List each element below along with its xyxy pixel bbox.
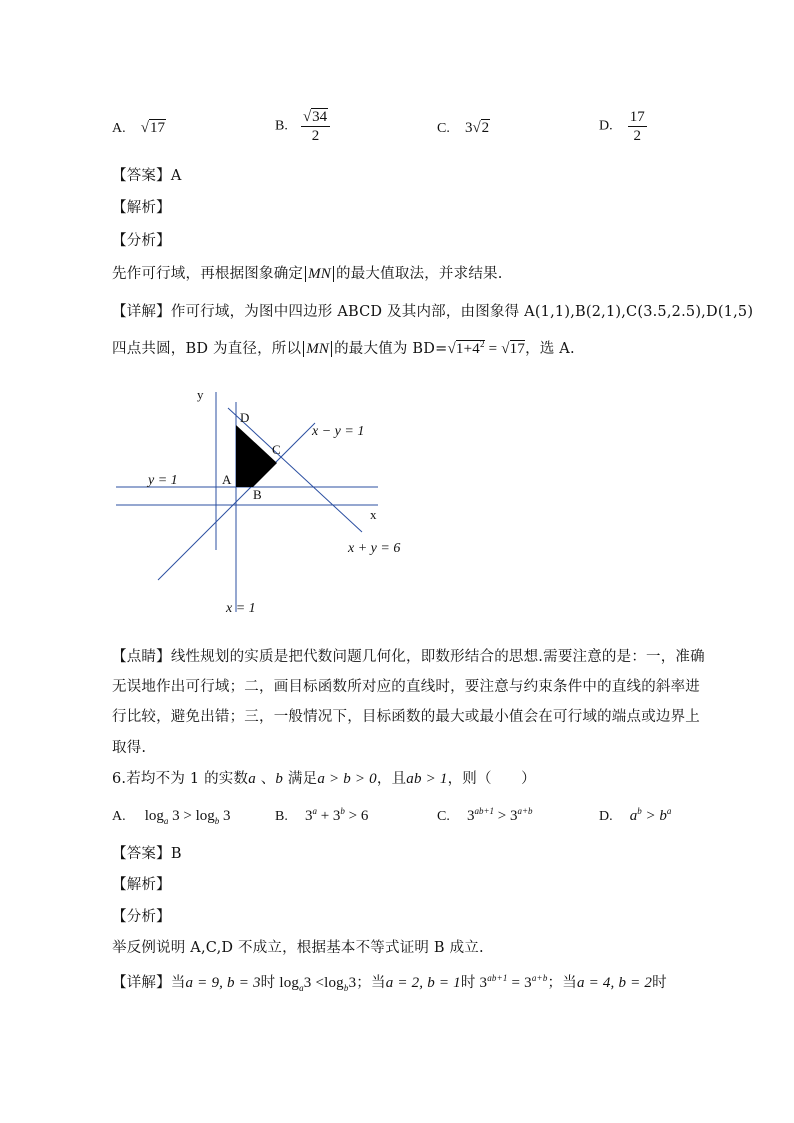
q6-analysis-tag: 【解析】 — [112, 877, 171, 893]
label-line-x-1: x = 1 — [226, 601, 256, 616]
option-letter: B. — [275, 809, 288, 824]
label-point-c: C — [272, 442, 281, 457]
option-letter: A. — [112, 121, 126, 136]
q5-analysis-tag: 【解析】 — [112, 200, 171, 216]
q5-detail-line1: 【详解】作可行域，为图中四边形 ABCD 及其内部，由图象得 A(1,1),B(2,1),C(3.5,2.5),D(1,5) — [112, 304, 754, 320]
q6-option-b: B. $3^a + 3^b > 6$ — [275, 806, 369, 824]
answer-tag: 【答案】 — [112, 168, 171, 184]
answer-value: A — [170, 168, 182, 184]
detail-tag: 【详解】 — [112, 975, 171, 991]
sqrt-expression: √17 — [140, 120, 165, 136]
option-letter: C. — [437, 121, 450, 136]
q5-dianjing-line4: 取得. — [112, 740, 147, 756]
label-y-axis: y — [197, 387, 204, 402]
q6-fenxi-text: 举反例说明 A,C,D 不成立，根据基本不等式证明 B 成立. — [112, 940, 484, 956]
label-line-y-1: y = 1 — [148, 473, 178, 488]
fraction: $\frac{√34}{2}$ — [301, 108, 330, 145]
label-point-b: B — [253, 487, 262, 502]
fraction: $\frac{17}{2}$ — [629, 109, 645, 144]
q5-option-d — [599, 108, 647, 145]
option-letter: C. — [437, 809, 450, 824]
q5-fenxi-text: 先作可行域，再根据图象确定 MN 的最大值取法，并求结果. — [112, 266, 503, 282]
label-x-axis: x — [370, 507, 377, 522]
q5-dianjing-line2: 无误地作出可行域；二，画目标函数所对应的直线时，要注意与约束条件中的直线的斜率进 — [112, 679, 700, 695]
q6-answer — [112, 842, 182, 863]
q6-fenxi-tag: 【分析】 — [112, 909, 171, 925]
label-point-a: A — [222, 472, 232, 487]
coef: 3 — [464, 120, 473, 136]
q6-detail: 【详解】当a = 9, b = 3时 $\log_a3 <\log_b3$；当a = 2, b = 1时 $3^{ab+1} = 3^{a+b}$；当a = 4, b = 2时 — [112, 973, 667, 993]
q6-stem: 6.若均不为 1 的实数a 、b 满足a > b > 0，且ab > 1，则（ ） — [112, 771, 536, 787]
sqrt-expression: √2 — [472, 120, 490, 136]
option-letter: B. — [275, 118, 288, 134]
q5-dianjing-line1: 【点睛】线性规划的实质是把代数问题几何化，即数形结合的思想.需要注意的是：一，准确 — [112, 649, 705, 665]
q5-option-c — [437, 117, 490, 137]
label-line-x-minus-y: x − y = 1 — [312, 424, 365, 439]
detail-tag: 【详解】 — [112, 304, 171, 320]
answer-value: B — [170, 846, 182, 862]
q6-option-d: D. $a^b > b^a$ — [599, 806, 672, 824]
q5-fenxi-tag: 【分析】 — [112, 233, 171, 249]
q6-option-a: A. $\log_a 3 > \log_b 3$ — [112, 808, 231, 826]
option-letter: A. — [112, 809, 126, 824]
q5-option-b — [275, 108, 330, 145]
option-letter: D. — [599, 118, 613, 134]
option-letter: D. — [599, 809, 613, 824]
q6-option-c: C. $3^{ab+1} > 3^{a+b}$ — [437, 806, 533, 824]
q5-dianjing-line3: 行比较，避免出错；三，一般情况下，目标函数的最大或最小值会在可行域的端点或边界上 — [112, 709, 700, 725]
label-point-d: D — [240, 410, 250, 425]
dianjing-tag: 【点睛】 — [112, 649, 171, 665]
q5-option-a — [112, 117, 166, 137]
q5-answer — [112, 164, 181, 185]
q5-detail-line2: 四点共圆，BD 为直径，所以 MN 的最大值为 $BD=√1+4^2 = √17$，选 A. — [112, 339, 575, 357]
answer-tag: 【答案】 — [112, 846, 171, 862]
label-line-x-plus-y: x + y = 6 — [348, 541, 401, 556]
